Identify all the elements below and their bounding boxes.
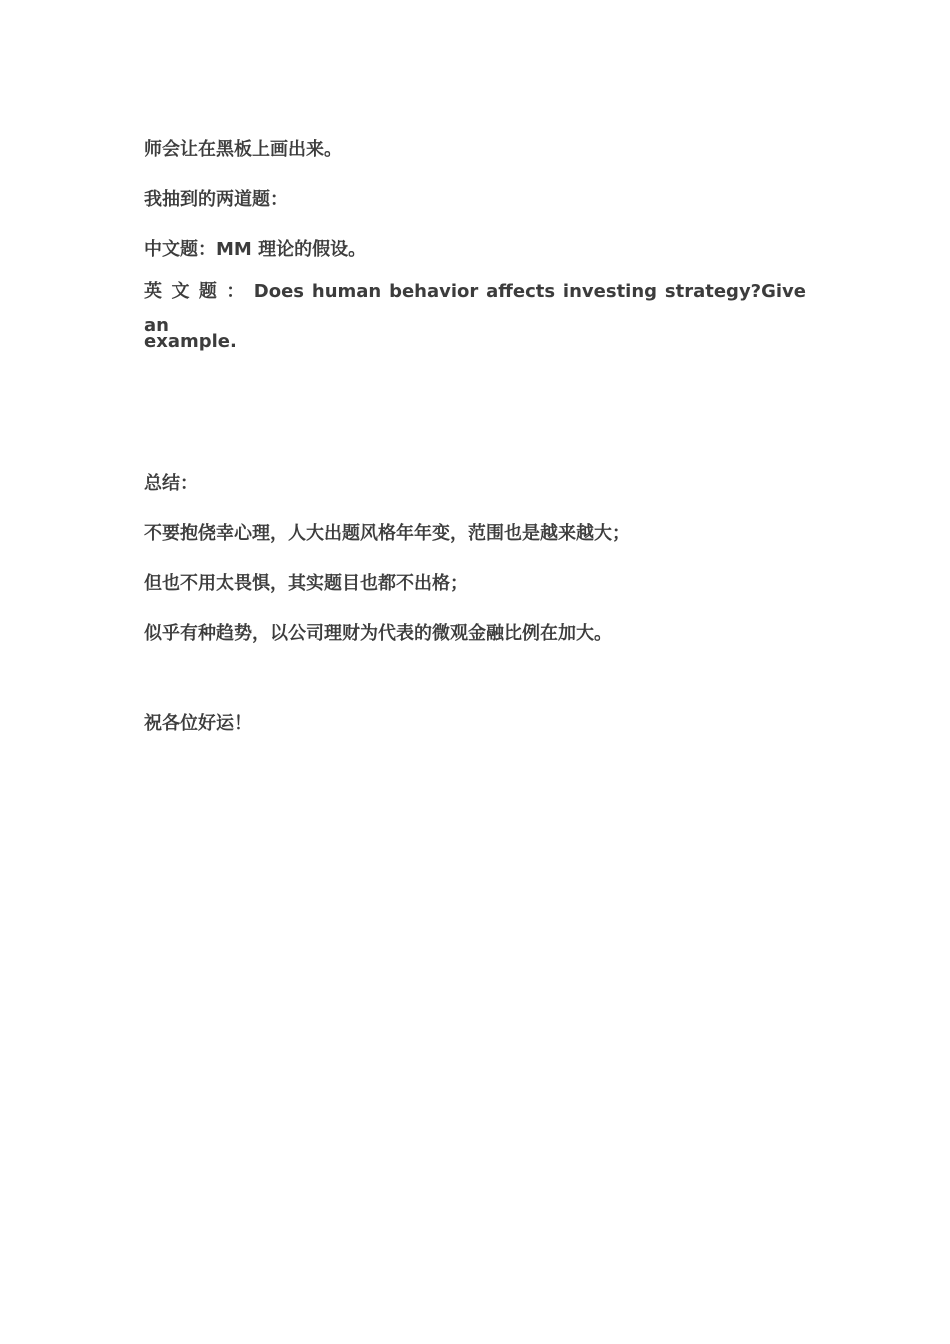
english-question-line-1: 英 文 题 ： Does human behavior affects investing strategy?Give an xyxy=(144,281,806,336)
paragraph-questions-heading: 我抽到的两道题： xyxy=(144,189,288,210)
english-question-line-2: example. xyxy=(144,331,237,352)
paragraph-summary-1: 不要抱侥幸心理，人大出题风格年年变，范围也是越来越大； xyxy=(144,523,630,544)
paragraph-summary-heading: 总结： xyxy=(144,473,198,494)
paragraph-english-question xyxy=(144,275,806,375)
paragraph-summary-3: 似乎有种趋势，以公司理财为代表的微观金融比例在加大。 xyxy=(144,623,612,644)
document-body xyxy=(144,133,806,757)
paragraph-closing: 祝各位好运！ xyxy=(144,713,252,734)
paragraph-intro: 师会让在黑板上画出来。 xyxy=(144,139,342,160)
spacer xyxy=(144,367,806,467)
spacer xyxy=(144,667,806,707)
paragraph-chinese-question: 中文题：MM 理论的假设。 xyxy=(144,239,367,260)
paragraph-summary-2: 但也不用太畏惧，其实题目也都不出格； xyxy=(144,573,468,594)
